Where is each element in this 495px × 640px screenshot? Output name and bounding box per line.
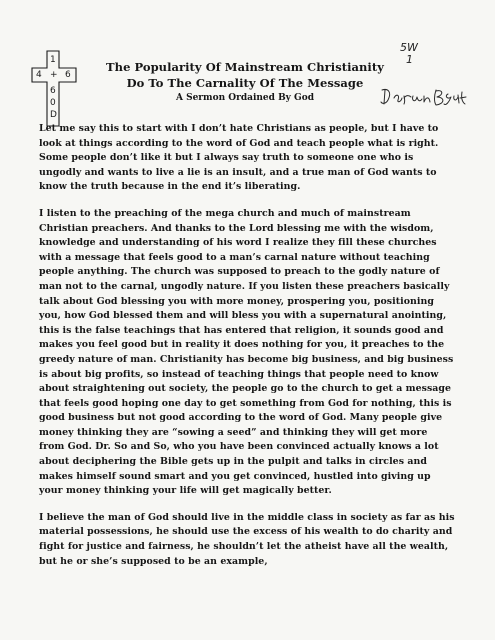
sermon-body <box>39 122 455 581</box>
cross-letter-top: 1 <box>50 55 56 65</box>
signature-icon <box>378 84 468 112</box>
cross-letter-bottom-2: 0 <box>50 98 56 108</box>
page-title-line-2: Do To The Carnality Of The Message <box>126 76 364 90</box>
cross-letter-bottom-3: D <box>50 110 57 120</box>
cross-letter-bottom-1: 6 <box>50 86 56 96</box>
cross-letter-left: 4 <box>36 70 42 80</box>
cross-emblem <box>30 48 78 128</box>
page-subtitle: A Sermon Ordained By God <box>175 93 315 103</box>
cross-letter-center: + <box>50 70 58 80</box>
handwritten-code-line-2: 1 <box>406 53 413 66</box>
paragraph-1: Let me say this to start with I don’t hate Christians as people, but I have to look at things according to the word of God and teach people what is right. Some people don’t like it but I always say truth to someone one who is ungodly and wants to live a lie is an insult, and a true man of God wants to know the truth because in the end it’s liberating. <box>39 123 439 193</box>
page-title-line-1: The Popularity Of Mainstream Christianity <box>106 60 384 74</box>
paragraph-3: I believe the man of God should live in the middle class in society as far as his material possessions, he should use the excess of his wealth to do charity and fight for justice and fairness, he shouldn’t let the atheist have all the wealth, but he or she’s supposed to be an example, <box>39 511 455 567</box>
handwritten-code <box>400 42 418 66</box>
title-block <box>96 59 394 105</box>
paragraph-2: I listen to the preaching of the mega church and much of mainstream Christian preachers. And thanks to the Lord blessing me with the wisdom, knowledge and understanding of his word I realize they fill these churches with a message that feels good to a man’s carnal nature without teaching people anything. The church was supposed to preach to the godly nature of man not to the carnal, ungodly nature. If you listen these preachers basically talk about God blessing you with more money, prospering you, positioning you, how God blessed them and will bless you with a supernatural anointing, this is the false teachings that has entered that religion, it sounds good and makes you feel good but in reality it does nothing for you, it preaches to the greedy nature of man. Christianity has become big business, and big business is about big profits, so instead of teaching things that people need to know about straightening out society, the people go to the church to get a message that feels good hoping one day to get something from God for nothing, this is good business but not good according to the word of God. Many people give money thinking they are “sowing a seed” and thinking they will get more from God. Dr. So and So, who you have been convinced actually knows a lot about deciphering the Bible gets up in the pulpit and talks in circles and makes himself sound smart and you get convinced, hustled into giving up your money thinking your life will get magically better. <box>39 207 454 497</box>
cross-letter-right: 6 <box>65 70 71 80</box>
handwritten-signature <box>378 84 468 112</box>
handwritten-code-line-1: 5W <box>400 41 418 54</box>
